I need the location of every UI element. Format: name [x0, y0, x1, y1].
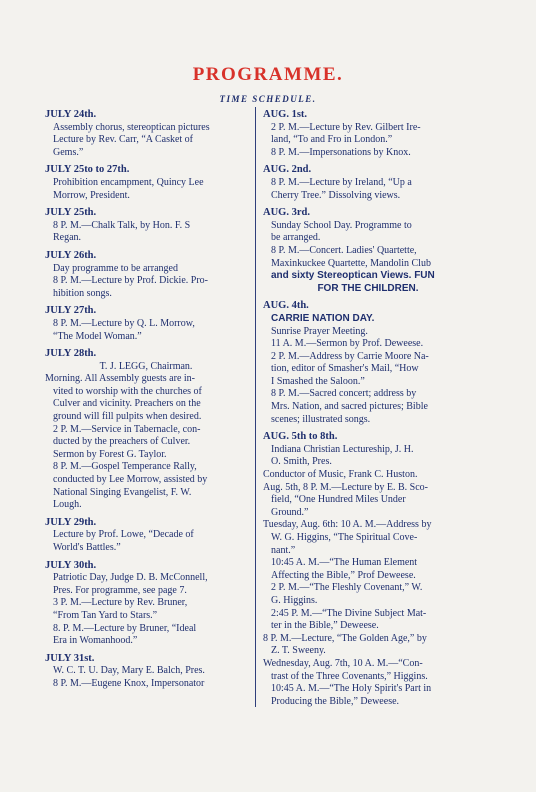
schedule-line: 2 P. M.—Address by Carrie Moore Na-: [271, 350, 429, 362]
schedule-line: 8. P. M.—Lecture by Bruner, “Ideal: [53, 622, 197, 634]
schedule-line: 8 P. M.—Lecture by Prof. Dickie. Pro-: [53, 275, 208, 287]
schedule-line: W. C. T. U. Day, Mary E. Balch, Pres.: [53, 665, 205, 677]
schedule-line: I Smashed the Saloon.”: [271, 375, 365, 387]
day-heading: JULY 25th.: [45, 207, 97, 219]
schedule-line: Conductor of Music, Frank C. Huston.: [263, 469, 418, 481]
schedule-line: scenes; illustrated songs.: [271, 413, 371, 425]
schedule-line: 2:45 P. M.—“The Divine Subject Mat-: [271, 607, 427, 619]
schedule-line: 8 P. M.—Eugene Knox, Impersonator: [53, 677, 205, 689]
day-heading: JULY 27th.: [45, 305, 97, 317]
schedule-line: Pres. For programme, see page 7.: [53, 584, 187, 596]
schedule-line: land, “To and Fro in London.”: [271, 134, 393, 146]
schedule-line: nant.”: [271, 544, 296, 556]
schedule-line: W. G. Higgins, “The Spiritual Cove-: [271, 532, 418, 543]
schedule-line: Tuesday, Aug. 6th: 10 A. M.—Address by: [263, 519, 432, 531]
schedule-day: [45, 517, 247, 555]
schedule-day: [45, 164, 247, 202]
schedule-line: Culver and vicinity. Preachers on the: [53, 398, 201, 410]
schedule-line: 11 A. M.—Sermon by Prof. Deweese.: [271, 338, 424, 350]
schedule-line: and sixty Stereoptican Views. FUN: [271, 270, 435, 282]
schedule-line: conducted by Lee Morrow, assisted by: [53, 474, 208, 486]
schedule-line: 8 P. M.—Impersonations by Knox.: [271, 146, 411, 158]
schedule-line: hibition songs.: [53, 287, 112, 299]
day-heading: AUG. 3rd.: [263, 207, 310, 219]
schedule-day: [263, 207, 473, 295]
schedule-line: Mrs. Nation, and sacred pictures; Bible: [271, 401, 428, 413]
schedule-line: ground will fill pulpits when desired.: [53, 411, 202, 423]
schedule-line: ter in the Bible,” Deweese.: [271, 620, 379, 632]
right-column: [263, 109, 473, 713]
schedule-line: ducted by the preachers of Culver.: [53, 436, 191, 448]
schedule-line: Era in Womanhood.”: [53, 635, 138, 647]
day-heading: JULY 29th.: [45, 516, 97, 528]
schedule-line: Lecture by Rev. Carr, “A Casket of: [53, 134, 194, 146]
schedule-day: [263, 109, 473, 159]
schedule-line: 10:45 A. M.—“The Human Element: [271, 557, 418, 569]
left-column: [45, 109, 247, 696]
schedule-line: 2 P. M.—Service in Tabernacle, con-: [53, 423, 201, 435]
page-title: PROGRAMME.: [192, 64, 344, 85]
schedule-day: [45, 305, 247, 343]
schedule-day: [263, 164, 473, 202]
day-heading: JULY 26th.: [45, 249, 97, 261]
schedule-line: tion, editor of Smasher's Mail, “How: [271, 363, 419, 375]
schedule-line: FOR THE CHILDREN.: [317, 282, 419, 294]
schedule-line: “From Tan Yard to Stars.”: [53, 609, 158, 621]
day-heading: JULY 31st.: [45, 652, 95, 664]
schedule-line: field, “One Hundred Miles Under: [271, 494, 406, 506]
schedule-line: Lecture by Prof. Lowe, “Decade of: [53, 529, 194, 541]
day-heading: AUG. 5th to 8th.: [263, 431, 338, 443]
schedule-line: National Singing Evangelist, F. W.: [53, 486, 192, 498]
schedule-line: World's Battles.”: [53, 542, 121, 553]
schedule-day: [45, 250, 247, 300]
schedule-line: Sunrise Prayer Meeting.: [271, 325, 368, 337]
schedule-day: [45, 109, 247, 159]
schedule-line: 8 P. M.—Lecture, “The Golden Age,” by: [263, 632, 427, 644]
schedule-line: Morrow, President.: [53, 189, 130, 201]
schedule-line: Prohibition encampment, Quincy Lee: [53, 176, 204, 188]
day-heading: JULY 24th.: [45, 109, 97, 120]
day-heading: JULY 30th.: [45, 559, 97, 571]
schedule-line: Maxinkuckee Quartette, Mandolin Club: [271, 257, 431, 269]
schedule-line: Ground.”: [271, 506, 309, 518]
schedule-line: 8 P. M.—Chalk Talk, by Hon. F. S: [53, 219, 191, 231]
page-subtitle: TIME SCHEDULE.: [219, 94, 317, 104]
schedule-day: [45, 653, 247, 691]
schedule-line: Sunday School Day. Programme to: [271, 219, 412, 231]
schedule-line: 2 P. M.—Lecture by Rev. Gilbert Ire-: [271, 121, 421, 133]
schedule-day: [45, 207, 247, 245]
schedule-line: Assembly chorus, stereoptican pictures: [53, 121, 210, 133]
schedule-line: Day programme to be arranged: [53, 262, 178, 274]
schedule-line: Z. T. Sweeny.: [271, 645, 326, 657]
day-heading: JULY 25to to 27th.: [45, 164, 130, 176]
schedule-day: [263, 431, 473, 708]
schedule-line: trast of the Three Covenants,” Higgins.: [271, 670, 428, 682]
schedule-line: Aug. 5th, 8 P. M.—Lecture by E. B. Sco-: [263, 481, 428, 493]
schedule-line: Regan.: [53, 232, 82, 244]
schedule-line: Sermon by Forest G. Taylor.: [53, 448, 167, 460]
schedule-line: 8 P. M.—Lecture by Ireland, “Up a: [271, 176, 412, 188]
schedule-line: O. Smith, Pres.: [271, 456, 332, 468]
schedule-line: 10:45 A. M.—“The Holy Spirit's Part in: [271, 683, 432, 695]
schedule-line: 8 P. M.—Gospel Temperance Rally,: [53, 461, 197, 473]
schedule-line: 8 P. M.—Concert. Ladies' Quartette,: [271, 244, 417, 256]
day-heading: AUG. 2nd.: [263, 164, 312, 176]
schedule-line: G. Higgins.: [271, 594, 318, 606]
schedule-line: be arranged.: [271, 232, 321, 244]
schedule-line: Wednesday, Aug. 7th, 10 A. M.—“Con-: [263, 657, 423, 669]
schedule-line: 2 P. M.—“The Fleshly Covenant,” W.: [271, 582, 423, 594]
schedule-line: Indiana Christian Lectureship, J. H.: [271, 443, 414, 455]
schedule-day: [45, 348, 247, 512]
schedule-line: Lough.: [53, 499, 82, 511]
schedule-line: 8 P. M.—Sacred concert; address by: [271, 388, 417, 400]
schedule-line: 8 P. M.—Lecture by Q. L. Morrow,: [53, 317, 195, 329]
schedule-line: 3 P. M.—Lecture by Rev. Bruner,: [53, 597, 188, 609]
schedule-day: [263, 300, 473, 426]
day-heading: AUG. 4th.: [263, 300, 309, 312]
schedule-line: Gems.”: [53, 146, 84, 158]
column-divider: [255, 107, 256, 707]
schedule-day: [45, 560, 247, 648]
schedule-line: Morning. All Assembly guests are in-: [45, 373, 195, 385]
schedule-line: Producing the Bible,” Deweese.: [271, 695, 400, 707]
schedule-line: T. J. LEGG, Chairman.: [99, 360, 193, 372]
day-heading: JULY 28th.: [45, 348, 97, 360]
day-heading: AUG. 1st.: [263, 109, 308, 120]
schedule-line: CARRIE NATION DAY.: [271, 312, 375, 324]
schedule-line: Cherry Tree.” Dissolving views.: [271, 189, 401, 201]
schedule-line: Affecting the Bible,” Prof Deweese.: [271, 569, 416, 581]
schedule-line: Patriotic Day, Judge D. B. McConnell,: [53, 572, 208, 584]
schedule-line: “The Model Woman.”: [53, 330, 142, 342]
schedule-line: vited to worship with the churches of: [53, 385, 202, 397]
